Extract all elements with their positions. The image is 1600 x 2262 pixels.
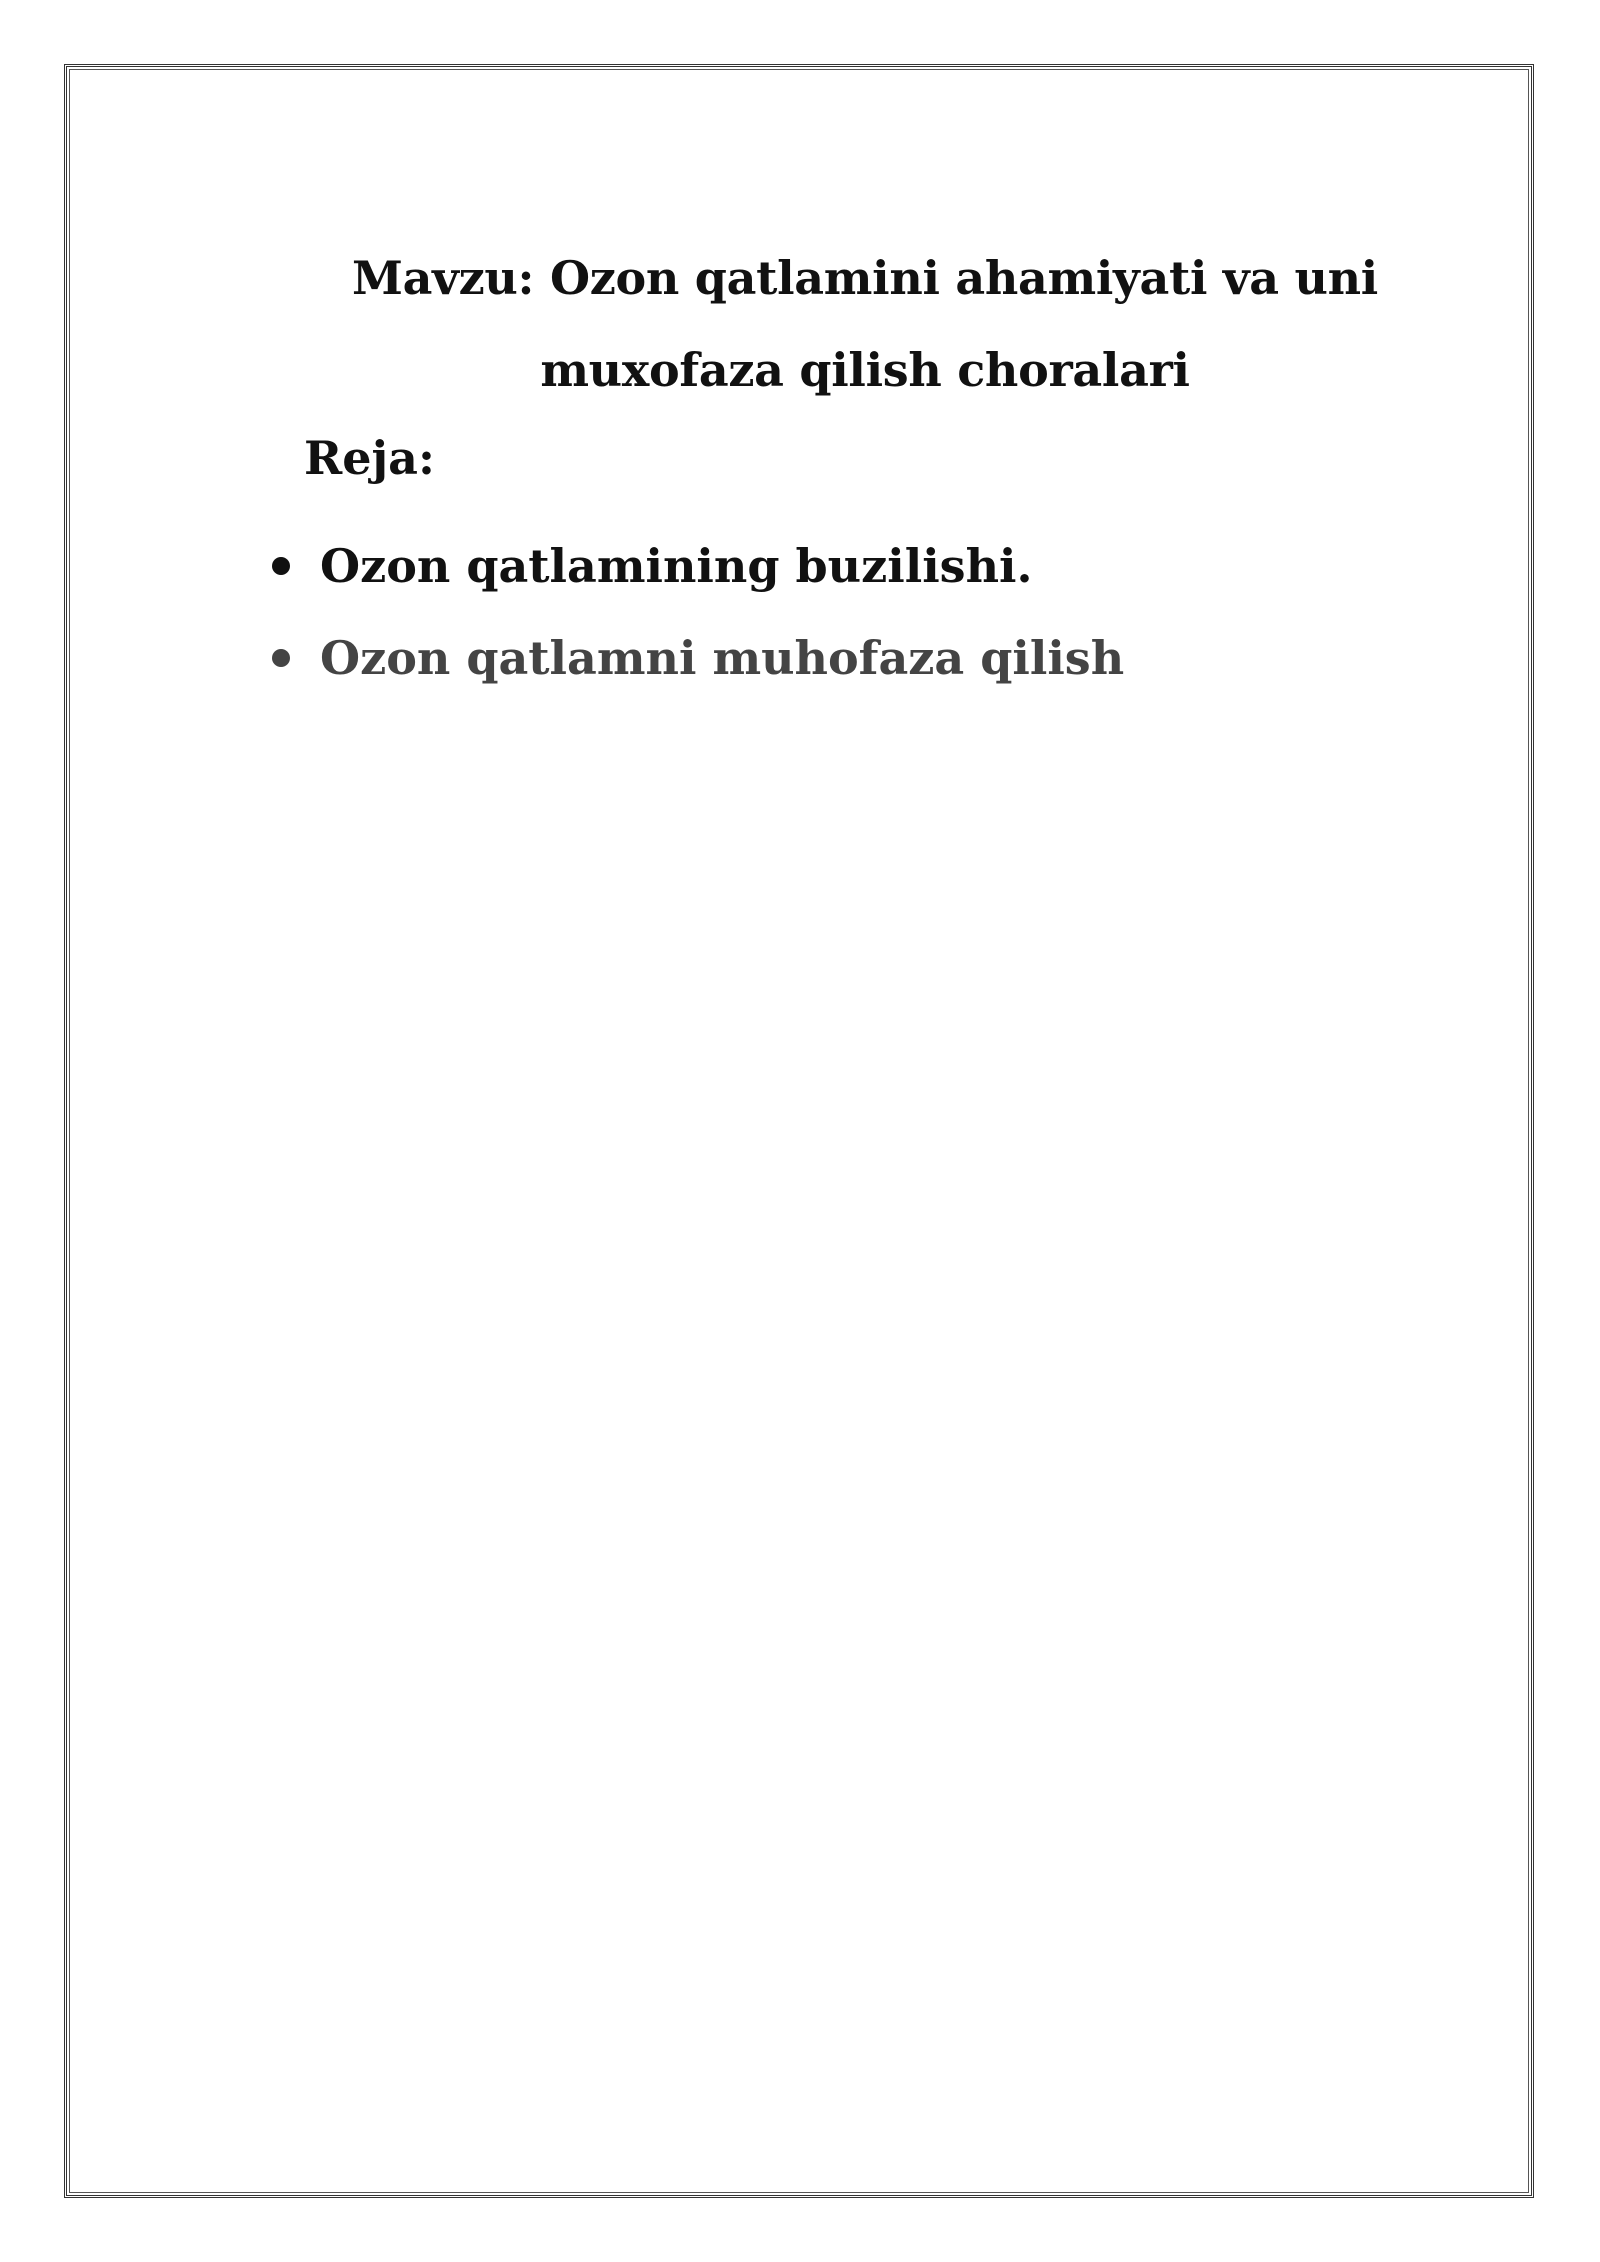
plan-list: [272, 520, 1124, 704]
plan-item-text: Ozon qatlamining buzilishi.: [320, 539, 1033, 593]
plan-item: [272, 612, 1124, 704]
plan-item-text: Ozon qatlamni muhofaza qilish: [320, 631, 1125, 685]
document-title: Mavzu: Ozon qatlamini ahamiyati va uni muxofaza qilish choralari: [352, 251, 1378, 397]
plan-heading: Reja:: [304, 431, 435, 485]
bullet-icon: [272, 649, 290, 667]
bullet-icon: [272, 557, 290, 575]
plan-item: [272, 520, 1124, 612]
